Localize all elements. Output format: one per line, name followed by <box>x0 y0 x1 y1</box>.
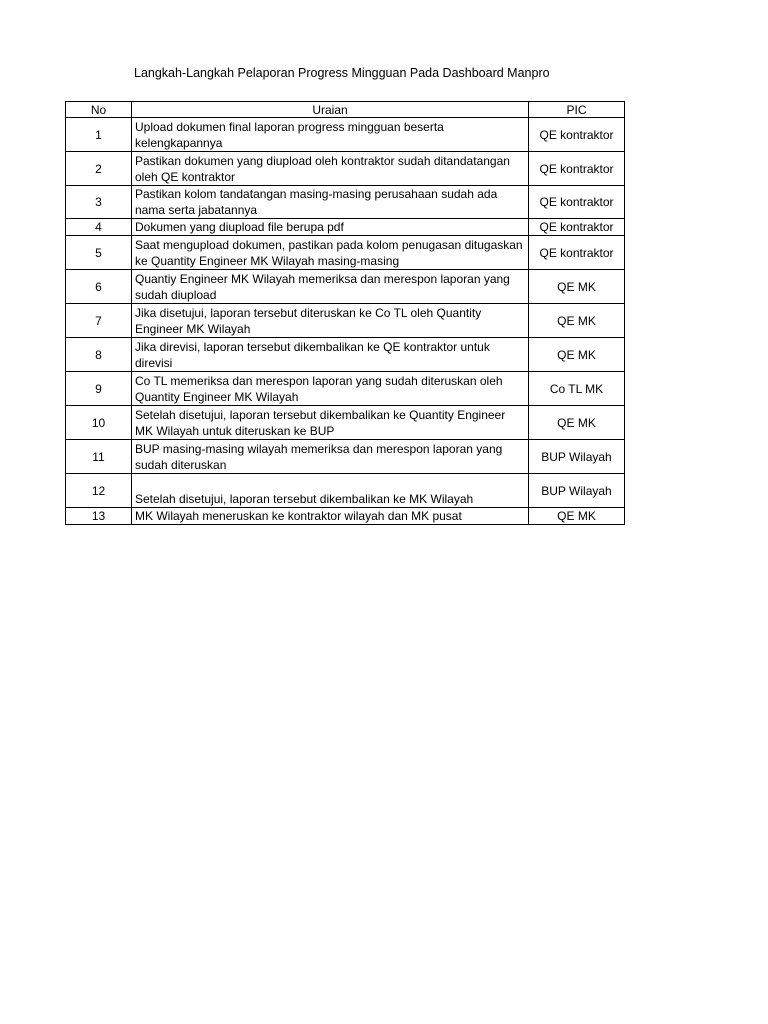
row-pic: QE MK <box>529 406 625 440</box>
table-row <box>66 304 625 338</box>
header-description: Uraian <box>132 102 529 118</box>
row-pic: QE MK <box>529 338 625 372</box>
row-pic: QE kontraktor <box>529 186 625 219</box>
row-number: 11 <box>66 440 132 474</box>
row-pic: Co TL MK <box>529 372 625 406</box>
row-number: 6 <box>66 270 132 304</box>
table-row <box>66 372 625 406</box>
row-description: Quantiy Engineer MK Wilayah memeriksa dan merespon laporan yang sudah diupload <box>132 270 529 304</box>
row-pic: QE kontraktor <box>529 219 625 236</box>
row-number: 3 <box>66 186 132 219</box>
table-row <box>66 406 625 440</box>
table-row <box>66 236 625 270</box>
row-description: Dokumen yang diupload file berupa pdf <box>132 219 529 236</box>
row-number: 12 <box>66 474 132 508</box>
table-row <box>66 270 625 304</box>
row-number: 10 <box>66 406 132 440</box>
row-description: Setelah disetujui, laporan tersebut dikembalikan ke Quantity Engineer MK Wilayah untuk diteruskan ke BUP <box>132 406 529 440</box>
table-row <box>66 440 625 474</box>
header-pic: PIC <box>529 102 625 118</box>
table-row <box>66 118 625 152</box>
row-description: Setelah disetujui, laporan tersebut dikembalikan ke MK Wilayah <box>132 474 529 508</box>
row-description: Upload dokumen final laporan progress mingguan beserta kelengkapannya <box>132 118 529 152</box>
row-pic: BUP Wilayah <box>529 474 625 508</box>
row-description: Saat mengupload dokumen, pastikan pada kolom penugasan ditugaskan ke Quantity Engineer MK Wilayah masing-masing <box>132 236 529 270</box>
table-row <box>66 152 625 186</box>
table-row <box>66 338 625 372</box>
row-number: 8 <box>66 338 132 372</box>
row-number: 13 <box>66 508 132 525</box>
row-pic: QE kontraktor <box>529 152 625 186</box>
row-pic: QE kontraktor <box>529 118 625 152</box>
row-description: Jika disetujui, laporan tersebut diteruskan ke Co TL oleh Quantity Engineer MK Wilayah <box>132 304 529 338</box>
row-pic: QE MK <box>529 508 625 525</box>
row-description: BUP masing-masing wilayah memeriksa dan merespon laporan yang sudah diteruskan <box>132 440 529 474</box>
row-pic: QE kontraktor <box>529 236 625 270</box>
table-row <box>66 186 625 219</box>
row-description: Pastikan kolom tandatangan masing-masing perusahaan sudah ada nama serta jabatannya <box>132 186 529 219</box>
row-pic: BUP Wilayah <box>529 440 625 474</box>
table-row <box>66 474 625 508</box>
steps-table <box>65 101 625 525</box>
document-title: Langkah-Langkah Pelaporan Progress Mingguan Pada Dashboard Manpro <box>134 66 550 80</box>
row-pic: QE MK <box>529 270 625 304</box>
header-no: No <box>66 102 132 118</box>
row-number: 2 <box>66 152 132 186</box>
table-header-row <box>66 102 625 118</box>
row-description: Pastikan dokumen yang diupload oleh kontraktor sudah ditandatangan oleh QE kontraktor <box>132 152 529 186</box>
row-number: 4 <box>66 219 132 236</box>
table-row <box>66 508 625 525</box>
row-number: 9 <box>66 372 132 406</box>
row-number: 1 <box>66 118 132 152</box>
row-number: 7 <box>66 304 132 338</box>
table-row <box>66 219 625 236</box>
row-description: MK Wilayah meneruskan ke kontraktor wilayah dan MK pusat <box>132 508 529 525</box>
row-description: Jika direvisi, laporan tersebut dikembalikan ke QE kontraktor untuk direvisi <box>132 338 529 372</box>
row-number: 5 <box>66 236 132 270</box>
row-description: Co TL memeriksa dan merespon laporan yang sudah diteruskan oleh Quantity Engineer MK Wilayah <box>132 372 529 406</box>
row-pic: QE MK <box>529 304 625 338</box>
